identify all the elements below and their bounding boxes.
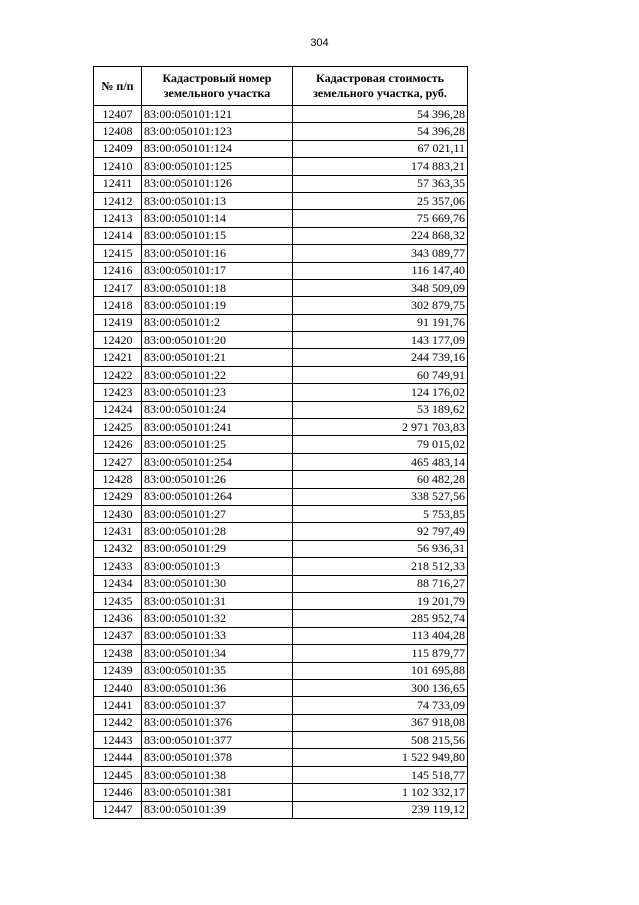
cell-number: 12415 bbox=[94, 245, 142, 262]
cell-cadastral-number: 83:00:050101:23 bbox=[142, 384, 293, 401]
table-row bbox=[94, 366, 468, 383]
cell-cadastral-number: 83:00:050101:377 bbox=[142, 732, 293, 749]
cell-cadastral-number: 83:00:050101:14 bbox=[142, 210, 293, 227]
table-row bbox=[94, 592, 468, 609]
cell-cadastral-number: 83:00:050101:121 bbox=[142, 106, 293, 123]
table-row bbox=[94, 697, 468, 714]
cell-cadastral-value: 60 749,91 bbox=[293, 366, 468, 383]
table-row bbox=[94, 540, 468, 557]
table-row bbox=[94, 279, 468, 296]
header-cadastral-value: Кадастровая стоимость земельного участка, руб. bbox=[293, 67, 468, 106]
cell-number: 12432 bbox=[94, 540, 142, 557]
cell-cadastral-value: 124 176,02 bbox=[293, 384, 468, 401]
table-row bbox=[94, 332, 468, 349]
cell-cadastral-value: 5 753,85 bbox=[293, 505, 468, 522]
cell-number: 12425 bbox=[94, 419, 142, 436]
cell-number: 12447 bbox=[94, 801, 142, 818]
cell-cadastral-number: 83:00:050101:241 bbox=[142, 419, 293, 436]
table-body bbox=[94, 106, 468, 819]
table-row bbox=[94, 384, 468, 401]
cell-number: 12427 bbox=[94, 453, 142, 470]
cell-cadastral-value: 101 695,88 bbox=[293, 662, 468, 679]
table-header bbox=[94, 67, 468, 106]
table-row bbox=[94, 210, 468, 227]
header-cadastral-number: Кадастровый номер земельного участка bbox=[142, 67, 293, 106]
cell-cadastral-value: 57 363,35 bbox=[293, 175, 468, 192]
cell-number: 12438 bbox=[94, 645, 142, 662]
table-row bbox=[94, 436, 468, 453]
cell-number: 12439 bbox=[94, 662, 142, 679]
cell-cadastral-value: 174 883,21 bbox=[293, 158, 468, 175]
cell-cadastral-value: 116 147,40 bbox=[293, 262, 468, 279]
cell-cadastral-number: 83:00:050101:124 bbox=[142, 140, 293, 157]
cell-cadastral-number: 83:00:050101:15 bbox=[142, 227, 293, 244]
cell-cadastral-value: 285 952,74 bbox=[293, 610, 468, 627]
header-number: № п/п bbox=[94, 67, 142, 106]
header-row bbox=[94, 67, 468, 106]
cell-cadastral-value: 79 015,02 bbox=[293, 436, 468, 453]
cell-cadastral-value: 54 396,28 bbox=[293, 123, 468, 140]
cell-number: 12421 bbox=[94, 349, 142, 366]
cell-number: 12431 bbox=[94, 523, 142, 540]
cell-cadastral-number: 83:00:050101:24 bbox=[142, 401, 293, 418]
cell-number: 12434 bbox=[94, 575, 142, 592]
cell-cadastral-value: 302 879,75 bbox=[293, 297, 468, 314]
cell-number: 12423 bbox=[94, 384, 142, 401]
cell-number: 12414 bbox=[94, 227, 142, 244]
cell-cadastral-value: 244 739,16 bbox=[293, 349, 468, 366]
cell-cadastral-number: 83:00:050101:264 bbox=[142, 488, 293, 505]
cell-cadastral-number: 83:00:050101:30 bbox=[142, 575, 293, 592]
cell-number: 12435 bbox=[94, 592, 142, 609]
cell-number: 12422 bbox=[94, 366, 142, 383]
cell-cadastral-number: 83:00:050101:16 bbox=[142, 245, 293, 262]
cell-number: 12413 bbox=[94, 210, 142, 227]
cell-number: 12408 bbox=[94, 123, 142, 140]
table-row bbox=[94, 627, 468, 644]
cell-cadastral-value: 1 522 949,80 bbox=[293, 749, 468, 766]
cell-number: 12409 bbox=[94, 140, 142, 157]
cell-cadastral-number: 83:00:050101:18 bbox=[142, 279, 293, 296]
cell-cadastral-number: 83:00:050101:19 bbox=[142, 297, 293, 314]
cell-cadastral-value: 60 482,28 bbox=[293, 471, 468, 488]
cell-cadastral-value: 113 404,28 bbox=[293, 627, 468, 644]
table-row bbox=[94, 766, 468, 783]
cell-cadastral-value: 508 215,56 bbox=[293, 732, 468, 749]
cell-cadastral-number: 83:00:050101:2 bbox=[142, 314, 293, 331]
cell-number: 12416 bbox=[94, 262, 142, 279]
cell-cadastral-value: 300 136,65 bbox=[293, 679, 468, 696]
cell-cadastral-number: 83:00:050101:22 bbox=[142, 366, 293, 383]
table-row bbox=[94, 714, 468, 731]
table-row bbox=[94, 801, 468, 818]
cell-number: 12429 bbox=[94, 488, 142, 505]
cell-number: 12437 bbox=[94, 627, 142, 644]
cell-cadastral-number: 83:00:050101:32 bbox=[142, 610, 293, 627]
cell-cadastral-value: 343 089,77 bbox=[293, 245, 468, 262]
cell-number: 12433 bbox=[94, 558, 142, 575]
cell-number: 12407 bbox=[94, 106, 142, 123]
cell-cadastral-number: 83:00:050101:126 bbox=[142, 175, 293, 192]
table-row bbox=[94, 610, 468, 627]
cell-number: 12420 bbox=[94, 332, 142, 349]
cell-number: 12444 bbox=[94, 749, 142, 766]
cell-cadastral-number: 83:00:050101:36 bbox=[142, 679, 293, 696]
cell-cadastral-number: 83:00:050101:26 bbox=[142, 471, 293, 488]
cell-number: 12428 bbox=[94, 471, 142, 488]
cell-cadastral-value: 465 483,14 bbox=[293, 453, 468, 470]
table-row bbox=[94, 662, 468, 679]
cell-number: 12417 bbox=[94, 279, 142, 296]
cell-number: 12430 bbox=[94, 505, 142, 522]
cell-cadastral-value: 91 191,76 bbox=[293, 314, 468, 331]
table-row bbox=[94, 784, 468, 801]
table-row bbox=[94, 575, 468, 592]
cell-number: 12419 bbox=[94, 314, 142, 331]
cell-cadastral-number: 83:00:050101:17 bbox=[142, 262, 293, 279]
table-row bbox=[94, 245, 468, 262]
cell-cadastral-number: 83:00:050101:35 bbox=[142, 662, 293, 679]
cell-number: 12410 bbox=[94, 158, 142, 175]
cell-number: 12440 bbox=[94, 679, 142, 696]
cell-cadastral-number: 83:00:050101:25 bbox=[142, 436, 293, 453]
cell-cadastral-value: 54 396,28 bbox=[293, 106, 468, 123]
cell-cadastral-value: 348 509,09 bbox=[293, 279, 468, 296]
cell-cadastral-value: 67 021,11 bbox=[293, 140, 468, 157]
cell-cadastral-number: 83:00:050101:381 bbox=[142, 784, 293, 801]
table-row bbox=[94, 106, 468, 123]
table-row bbox=[94, 175, 468, 192]
cell-cadastral-number: 83:00:050101:34 bbox=[142, 645, 293, 662]
cell-cadastral-value: 74 733,09 bbox=[293, 697, 468, 714]
page-number: 304 bbox=[310, 37, 329, 49]
cell-cadastral-value: 143 177,09 bbox=[293, 332, 468, 349]
table-row bbox=[94, 505, 468, 522]
cadastre-table bbox=[93, 66, 468, 819]
cell-number: 12426 bbox=[94, 436, 142, 453]
table-row bbox=[94, 419, 468, 436]
cell-cadastral-value: 92 797,49 bbox=[293, 523, 468, 540]
cell-cadastral-value: 224 868,32 bbox=[293, 227, 468, 244]
table-row bbox=[94, 123, 468, 140]
cell-cadastral-number: 83:00:050101:27 bbox=[142, 505, 293, 522]
cell-number: 12442 bbox=[94, 714, 142, 731]
table-row bbox=[94, 192, 468, 209]
table-row bbox=[94, 401, 468, 418]
table-row bbox=[94, 297, 468, 314]
cell-cadastral-value: 56 936,31 bbox=[293, 540, 468, 557]
cell-cadastral-number: 83:00:050101:38 bbox=[142, 766, 293, 783]
cell-number: 12436 bbox=[94, 610, 142, 627]
cell-cadastral-number: 83:00:050101:378 bbox=[142, 749, 293, 766]
cell-cadastral-value: 218 512,33 bbox=[293, 558, 468, 575]
table-row bbox=[94, 349, 468, 366]
cell-number: 12441 bbox=[94, 697, 142, 714]
table-row bbox=[94, 523, 468, 540]
table-row bbox=[94, 471, 468, 488]
table-row bbox=[94, 227, 468, 244]
table-row bbox=[94, 732, 468, 749]
table-row bbox=[94, 679, 468, 696]
cell-cadastral-number: 83:00:050101:39 bbox=[142, 801, 293, 818]
cell-number: 12424 bbox=[94, 401, 142, 418]
cell-cadastral-number: 83:00:050101:37 bbox=[142, 697, 293, 714]
cell-cadastral-value: 2 971 703,83 bbox=[293, 419, 468, 436]
cell-number: 12446 bbox=[94, 784, 142, 801]
cell-cadastral-value: 19 201,79 bbox=[293, 592, 468, 609]
cell-cadastral-number: 83:00:050101:21 bbox=[142, 349, 293, 366]
table-row bbox=[94, 645, 468, 662]
cell-cadastral-number: 83:00:050101:33 bbox=[142, 627, 293, 644]
cell-cadastral-number: 83:00:050101:28 bbox=[142, 523, 293, 540]
cell-number: 12445 bbox=[94, 766, 142, 783]
table-row bbox=[94, 262, 468, 279]
cell-number: 12443 bbox=[94, 732, 142, 749]
table-row bbox=[94, 158, 468, 175]
cell-cadastral-number: 83:00:050101:125 bbox=[142, 158, 293, 175]
cell-cadastral-value: 53 189,62 bbox=[293, 401, 468, 418]
table-row bbox=[94, 558, 468, 575]
cell-cadastral-number: 83:00:050101:31 bbox=[142, 592, 293, 609]
cell-cadastral-number: 83:00:050101:20 bbox=[142, 332, 293, 349]
cell-number: 12418 bbox=[94, 297, 142, 314]
cell-cadastral-value: 25 357,06 bbox=[293, 192, 468, 209]
table-row bbox=[94, 140, 468, 157]
cell-cadastral-value: 75 669,76 bbox=[293, 210, 468, 227]
cell-cadastral-number: 83:00:050101:13 bbox=[142, 192, 293, 209]
cell-cadastral-value: 239 119,12 bbox=[293, 801, 468, 818]
table-row bbox=[94, 749, 468, 766]
cell-cadastral-value: 1 102 332,17 bbox=[293, 784, 468, 801]
table-row bbox=[94, 314, 468, 331]
cell-cadastral-value: 145 518,77 bbox=[293, 766, 468, 783]
cell-cadastral-value: 367 918,08 bbox=[293, 714, 468, 731]
cell-cadastral-value: 115 879,77 bbox=[293, 645, 468, 662]
cell-cadastral-value: 88 716,27 bbox=[293, 575, 468, 592]
cell-cadastral-number: 83:00:050101:123 bbox=[142, 123, 293, 140]
cell-number: 12411 bbox=[94, 175, 142, 192]
cell-cadastral-number: 83:00:050101:376 bbox=[142, 714, 293, 731]
cell-cadastral-number: 83:00:050101:3 bbox=[142, 558, 293, 575]
table-row bbox=[94, 453, 468, 470]
table-row bbox=[94, 488, 468, 505]
cell-cadastral-number: 83:00:050101:29 bbox=[142, 540, 293, 557]
cell-cadastral-number: 83:00:050101:254 bbox=[142, 453, 293, 470]
cell-number: 12412 bbox=[94, 192, 142, 209]
cell-cadastral-value: 338 527,56 bbox=[293, 488, 468, 505]
